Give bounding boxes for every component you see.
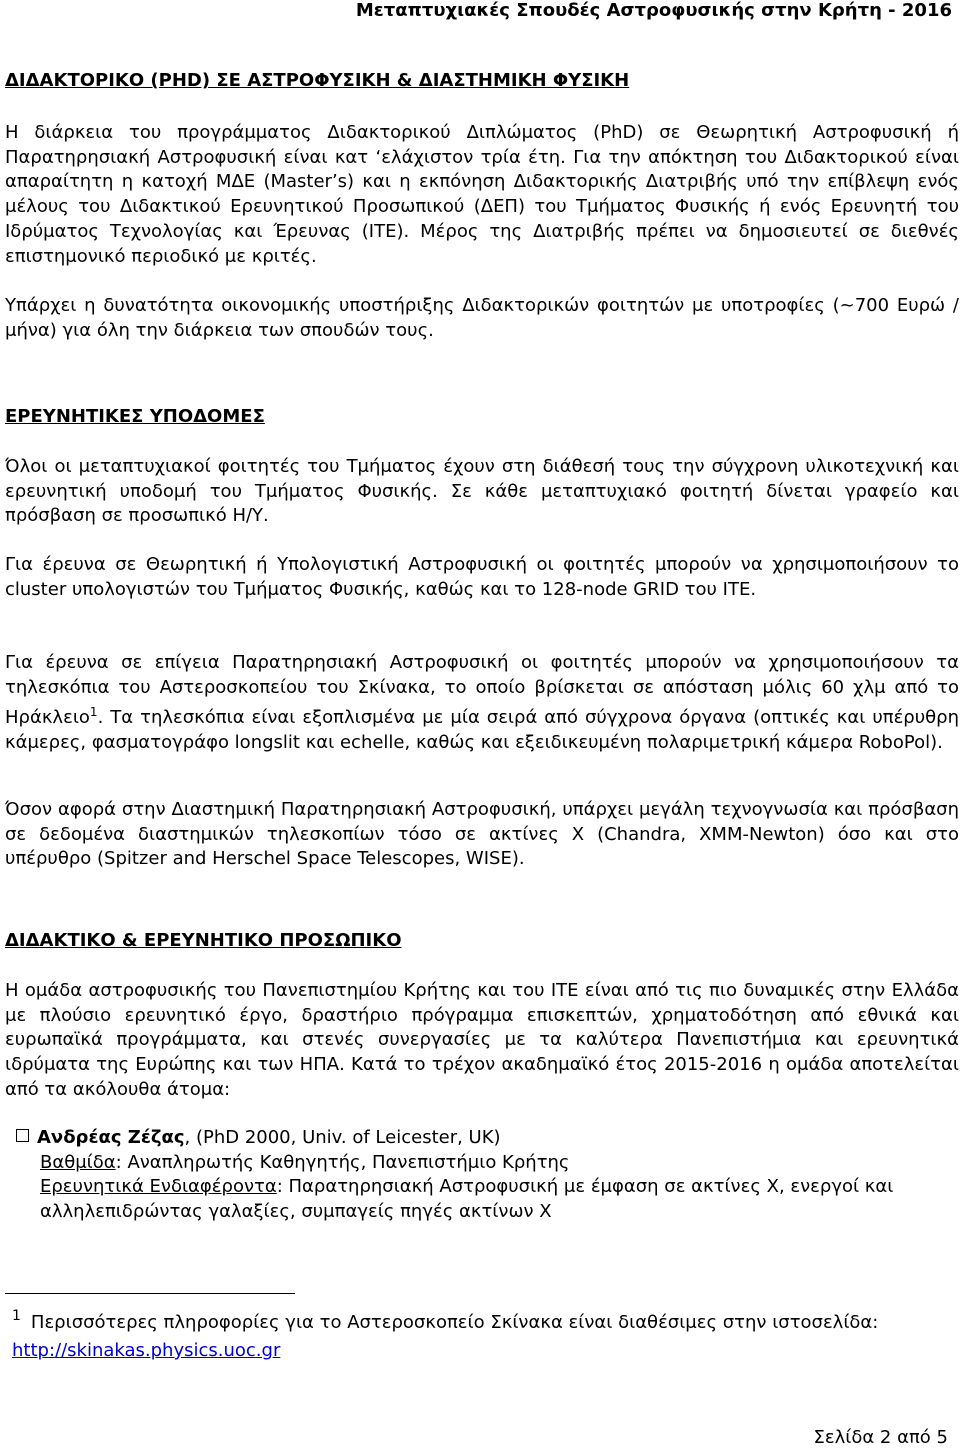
skinakas-link[interactable]: http://skinakas.physics.uoc.gr [12, 1340, 281, 1361]
infrastructure-paragraph-3-text-b: . Τα τηλεσκόπια είναι εξοπλισμένα με μία σειρά από σύγχρονα όργανα (οπτικές και υπέρυθρη κάμερες, φασματογράφο longslit και echelle, καθώς και εξειδικευμένη πολαριμετρική κάμερα RoboPol). [5, 707, 959, 754]
footnote-text-line [12, 1302, 878, 1337]
footnote-number: 1 [12, 1308, 21, 1324]
staff-entry-header [16, 1126, 956, 1151]
staff-rank [16, 1151, 956, 1176]
phd-paragraph-1: Η διάρκεια του προγράμματος Διδακτορικού Διπλώματος (PhD) σε Θεωρητική Αστροφυσική ή Παρατηρησιακή Αστροφυσική είναι κατ ‘ελάχιστον τρία έτη. Για την απόκτηση του Διδακτορικού είναι απαραίτητη η κατοχή ΜΔΕ (Master’s) και η εκπόνηση Διδακτορικής Διατριβής υπό την επίβλεψη ενός μέλους του Διδακτικού Ερευνητικού Προσωπικού (ΔΕΠ) του Τμήματος Φυσικής ή ενός Ερευνητή του Ιδρύματος Τεχνολογίας και Έρευνας (ΙΤΕ). Μέρος της Διατριβής πρέπει να δημοσιευτεί σε διεθνές επιστημονικό περιοδικό με κριτές. [5, 122, 959, 267]
phd-paragraph-2: Υπάρχει η δυνατότητα οικονομικής υποστήριξης Διδακτορικών φοιτητών με υποτροφίες (~700 Ευρώ / μήνα) για όλη την διάρκεια των σπουδών τους. [5, 295, 959, 341]
staff-rank-label: Βαθμίδα [40, 1151, 116, 1173]
staff-interests [16, 1175, 956, 1224]
checkbox-bullet-icon [16, 1129, 29, 1142]
footnote [12, 1302, 878, 1365]
section-title-staff: ΔΙΔΑΚΤΙΚΟ & ΕΡΕΥΝΗΤΙΚΟ ΠΡΟΣΩΠΙΚΟ [5, 930, 402, 951]
staff-entry [16, 1126, 956, 1225]
section-title-infrastructure: ΕΡΕΥΝΗΤΙΚΕΣ ΥΠΟΔΟΜΕΣ [5, 406, 265, 427]
infrastructure-paragraph-3 [5, 651, 959, 756]
staff-paragraph-1: Η ομάδα αστροφυσικής του Πανεπιστημίου Κρήτης και του ΙΤΕ είναι από τις πιο δυναμικές στην Ελλάδα με πλούσιο ερευνητικό έργο, δραστήριο πρόγραμμα επισκεπτών, χρηματοδότηση από εθνικά και ευρωπαϊκά προγράμματα, και στενές συνεργασίες με τα καλύτερα Πανεπιστήμια και ερευνητικά ιδρύματα της Ευρώπης και των ΗΠΑ. Κατά το τρέχον ακαδημαϊκό έτος 2015-2016 η ομάδα αποτελείται από τα ακόλουθα άτομα: [5, 980, 959, 1100]
section-title-phd: ΔΙΔΑΚΤΟΡΙΚΟ (PHD) ΣΕ ΑΣΤΡΟΦΥΣΙΚΗ & ΔΙΑΣΤΗΜΙΚΗ ΦΥΣΙΚΗ [5, 70, 630, 91]
running-header: Μεταπτυχιακές Σπουδές Αστροφυσικής στην Κρήτη - 2016 [355, 0, 952, 21]
staff-interests-label: Ερευνητικά Ενδιαφέροντα [40, 1176, 277, 1198]
staff-degree: , (PhD 2000, Univ. of Leicester, UK) [184, 1127, 501, 1148]
staff-interests-value: : Παρατηρησιακή Αστροφυσική με έμφαση σε ακτίνες Χ, ενεργοί και αλληλεπιδρώντας γαλαξίες, συμπαγείς πηγές ακτίνων Χ [40, 1176, 894, 1223]
infrastructure-paragraph-4: Όσον αφορά στην Διαστημική Παρατηρησιακή Αστροφυσική, υπάρχει μεγάλη τεχνογνωσία και πρόσβαση σε δεδομένα διαστημικών τηλεσκοπίων τόσο σε ακτίνες Χ (Chandra, XMM-Newton) όσο και στο υπέρυθρο (Spitzer and Herschel Space Telescopes, WISE). [5, 799, 959, 870]
footnote-divider [5, 1293, 295, 1294]
staff-name: Ανδρέας Ζέζας [37, 1127, 185, 1148]
footnote-reference[interactable]: 1 [89, 705, 98, 720]
footnote-text: Περισσότερες πληροφορίες για το Αστεροσκοπείο Σκίνακα είναι διαθέσιμες στην ιστοσελίδα: [30, 1312, 879, 1333]
staff-rank-value: : Αναπληρωτής Καθηγητής, Πανεπιστήμιο Κρήτης [115, 1151, 570, 1173]
infrastructure-paragraph-3-text-a: Για έρευνα σε επίγεια Παρατηρησιακή Αστροφυσική οι φοιτητές μπορούν να χρησιμοποιήσουν τα τηλεσκόπια του Αστεροσκοπείου του Σκίνακα, το οποίο βρίσκεται σε απόσταση μόλις 60 χλμ από το Ηράκλειο [5, 652, 959, 729]
infrastructure-paragraph-2: Για έρευνα σε Θεωρητική ή Υπολογιστική Αστροφυσική οι φοιτητές μπορούν να χρησιμοποιήσουν το cluster υπολογιστών του Τμήματος Φυσικής, καθώς και το 128-node GRID του ΙΤΕ. [5, 554, 959, 600]
infrastructure-paragraph-1: Όλοι οι μεταπτυχιακοί φοιτητές του Τμήματος έχουν στη διάθεσή τους την σύγχρονη υλικοτεχνική και ερευνητική υποδομή του Τμήματος Φυσικής. Σε κάθε μεταπτυχιακό φοιτητή δίνεται γραφείο και πρόσβαση σε προσωπικό Η/Υ. [5, 456, 959, 527]
page-number: Σελίδα 2 από 5 [813, 1427, 948, 1448]
